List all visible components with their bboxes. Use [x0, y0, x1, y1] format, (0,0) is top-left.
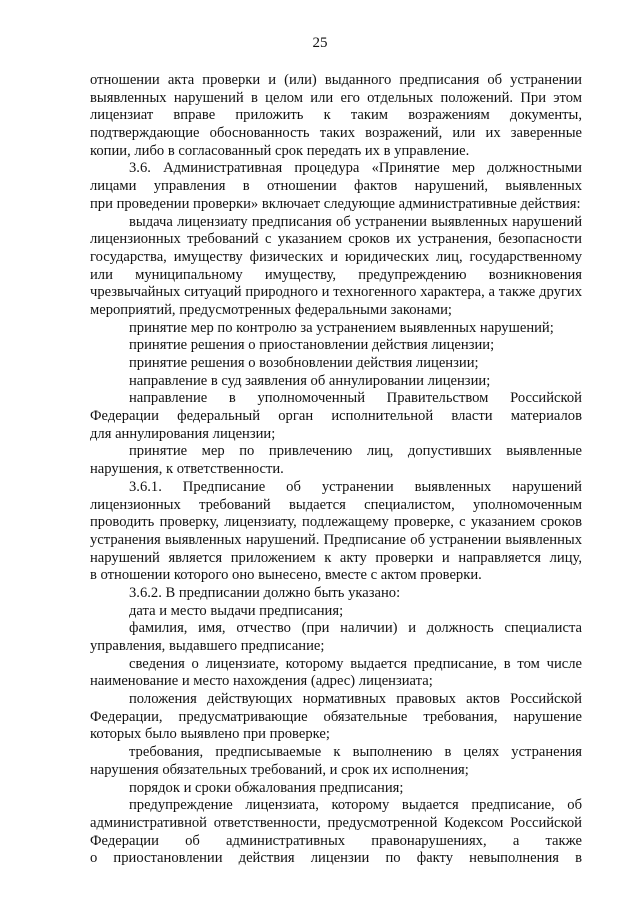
text-line: фамилия, имя, отчество (при наличии) и должность специалиста — [129, 620, 582, 637]
text-line: нарушений является приложением к акту проверки и направляется лицу, — [90, 549, 582, 566]
text-line: отношении акта проверки и (или) выданного предписания об устранении — [90, 72, 582, 88]
page-number: 25 — [312, 35, 328, 51]
text-line: дата и место выдачи предписания; — [129, 602, 344, 619]
text-line: принятие мер по контролю за устранением выявленных нарушений; — [129, 319, 554, 336]
text-line: проводить проверку, лицензиату, подлежащему проверке, с указанием сроков — [90, 514, 582, 531]
text-line: мероприятий, предусмотренных федеральными законами; — [90, 301, 452, 318]
text-line: или муниципальному имуществу, предупреждению возникновения — [90, 266, 582, 283]
text-line: государства, имуществу физических и юридических лиц, государственному — [90, 248, 582, 265]
text-line: о приостановлении действия лицензии по факту невыполнения в — [90, 850, 582, 867]
text-line: устранения выявленных нарушений. Предписание об устранении выявленных — [90, 531, 582, 548]
text-line: принятие решения о приостановлении действия лицензии; — [129, 337, 495, 354]
text-line: лицензиат вправе приложить к таким возражениям документы, — [90, 107, 582, 124]
text-line: 3.6. Административная процедура «Принятие мер должностными — [129, 160, 582, 177]
text-line: Федерации, предусматривающие обязательные требования, нарушение — [90, 708, 582, 725]
text-line: направление в суд заявления об аннулировании лицензии; — [129, 372, 491, 389]
text-line: выявленных нарушений в целом или его отдельных положений. При этом — [90, 89, 582, 106]
text-line: порядок и сроки обжалования предписания; — [129, 779, 404, 796]
text-line: управления, выдавшего предписание; — [90, 638, 325, 654]
text-line: положения действующих нормативных правовых актов Российской — [129, 691, 582, 708]
text-line: копии, либо в согласованный срок передать их в управление. — [90, 142, 470, 159]
text-line: предупреждение лицензиата, которому выдается предписание, об — [129, 797, 582, 814]
text-line: наименование и место нахождения (адрес) лицензиата; — [90, 673, 433, 690]
text-line: которых было выявлено при проверке; — [90, 726, 330, 743]
text-line: при проведении проверки» включает следующие административные действия: — [90, 195, 581, 212]
text-line: сведения о лицензиате, которому выдается предписание, в том числе — [129, 655, 582, 672]
text-line: лицами управления в отношении фактов нарушений, выявленных — [90, 178, 582, 195]
text-line: лицензионных требований выдается специалистом, уполномоченным — [90, 496, 582, 513]
text-line: нарушения обязательных требований, и срок их исполнения; — [90, 761, 469, 778]
text-line: направление в уполномоченный Правительством Российской — [129, 390, 582, 407]
text-line: 3.6.1. Предписание об устранении выявленных нарушений — [129, 478, 582, 495]
text-line: выдача лицензиату предписания об устранении выявленных нарушений — [129, 213, 582, 230]
text-line: Федерации об административных правонарушениях, а также — [90, 832, 582, 849]
text-line: лицензионных требований с указанием сроков их устранения, безопасности — [90, 231, 582, 248]
text-line: нарушения, к ответственности. — [90, 461, 284, 478]
text-line: для аннулирования лицензии; — [90, 425, 276, 442]
text-line: принятие решения о возобновлении действия лицензии; — [129, 355, 479, 371]
text-line: принятие мер по привлечению лиц, допустивших выявленные — [129, 443, 582, 460]
text-line: требования, предписываемые к выполнению в целях устранения — [129, 744, 582, 761]
text-line: подтверждающие обоснованность таких возражений, или их заверенные — [90, 125, 582, 142]
text-line: в отношении которого оно вынесено, вместе с актом проверки. — [90, 567, 482, 584]
document-body — [90, 72, 582, 868]
text-line: Федерации федеральный орган исполнительной власти материалов — [90, 408, 582, 425]
text-line: чрезвычайных ситуаций природного и техногенного характера, а также других — [90, 284, 582, 301]
text-line: 3.6.2. В предписании должно быть указано: — [129, 584, 401, 601]
text-line: административной ответственности, предусмотренной Кодексом Российской — [90, 814, 582, 831]
